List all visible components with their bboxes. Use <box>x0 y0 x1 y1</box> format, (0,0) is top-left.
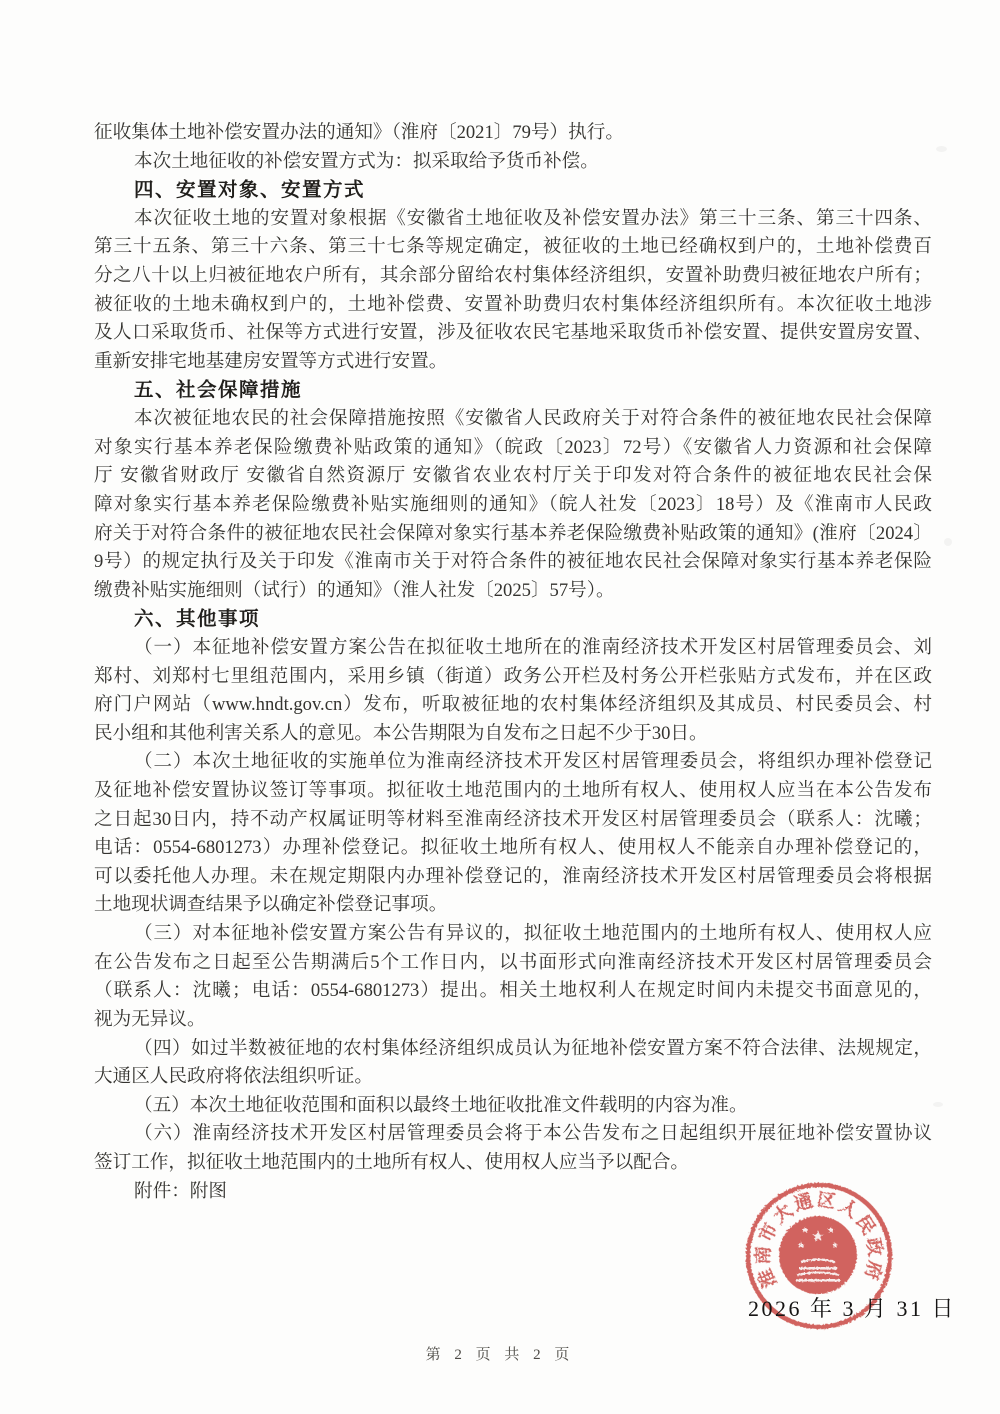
text-line: （四）如过半数被征地的农村集体经济组织成员认为征地补偿安置方案不符合法律、法规规定， <box>134 1037 932 1059</box>
text-line: 本次被征地农民的社会保障措施按照《安徽省人民政府关于对符合条件的被征地农民社会保障 <box>134 408 932 430</box>
text-line: 重新安排宅地基建房安置等方式进行安置。 <box>94 350 448 372</box>
scan-speck <box>944 538 952 546</box>
text-line: 征收集体土地补偿安置办法的通知》（淮府〔2021〕79号）执行。 <box>94 122 624 143</box>
emblem-big-star-icon: ★ <box>811 1227 825 1245</box>
text-line: 电话：0554-6801273）办理补偿登记。拟征收土地所有权人、使用权人不能亲自办理补偿登记的， <box>94 837 932 859</box>
text-line: （三）对本征地补偿安置方案公告有异议的，拟征收土地范围内的土地所有权人、使用权人应 <box>134 923 932 945</box>
text-line: 在公告发布之日起至公告期满后5个工作日内，以书面形式向淮南经济技术开发区村居管理委员会 <box>94 951 932 973</box>
text-line: 签订工作，拟征收土地范围内的土地所有权人、使用权人应当予以配合。 <box>94 1151 690 1173</box>
issue-date: 2026 年 3 月 31 日 <box>748 1296 957 1321</box>
emblem-gate-icon <box>799 1267 837 1270</box>
text-line: 土地现状调查结果予以确定补偿登记事项。 <box>94 894 448 916</box>
text-line: 郑村、刘郑村七里组范围内，采用乡镇（街道）政务公开栏及村务公开栏张贴方式发布，并在区政 <box>94 665 932 687</box>
text-line: 厅 安徽省财政厅 安徽省自然资源厅 安徽省农业农村厅关于印发对符合条件的被征地农民社会保 <box>94 465 932 487</box>
text-line: （五）本次土地征收范围和面积以最终土地征收批准文件载明的内容为准。 <box>134 1094 748 1116</box>
text-line: 9号）的规定执行及关于印发《淮南市关于对符合条件的被征地农民社会保障对象实行基本养老保险 <box>94 551 932 573</box>
text-line: 及人口采取货币、社保等方式进行安置，涉及征收农民宅基地采取货币补偿安置、提供安置房安置、 <box>94 322 932 344</box>
text-line: 本次征收土地的安置对象根据《安徽省土地征收及补偿安置办法》第三十三条、第三十四条、 <box>134 207 932 229</box>
text-line: 附件：附图 <box>134 1180 227 1202</box>
section-heading: 五、社会保障措施 <box>134 379 303 402</box>
text-line: 大通区人民政府将依法组织听证。 <box>94 1066 373 1088</box>
text-line: 被征收的土地未确权到户的，土地补偿费、安置补助费归农村集体经济组织所有。本次征收土地涉 <box>94 293 932 315</box>
emblem-small-star-icon: ★ <box>800 1226 810 1236</box>
emblem-gate-icon <box>796 1279 840 1282</box>
text-line: 府关于对符合条件的被征地农民社会保障对象实行基本养老保险缴费补贴政策的通知》(淮府〔2024〕 <box>94 522 932 544</box>
text-line: 第三十五条、第三十六条、第三十七条等规定确定，被征收的土地已经确权到户的，土地补偿费百 <box>94 236 932 258</box>
text-line: 对象实行基本养老保险缴费补贴政策的通知》（皖政〔2023〕72号）《安徽省人力资源和社会保障 <box>94 436 932 458</box>
text-line: 本次土地征收的补偿安置方式为：拟采取给予货币补偿。 <box>134 150 599 172</box>
text-line: 及征地补偿安置协议签订等事项。拟征收土地范围内的土地所有权人、使用权人应当在本公告发布 <box>94 780 932 802</box>
text-line: 障对象实行基本养老保险缴费补贴实施细则的通知》（皖人社发〔2023〕18号）及《淮南市人民政 <box>94 493 932 515</box>
section-heading: 四、安置对象、安置方式 <box>134 179 366 202</box>
text-line: 可以委托他人办理。未在规定期限内办理补偿登记的，淮南经济技术开发区村居管理委员会将根据 <box>94 865 932 887</box>
text-line: 分之八十以上归被征地农户所有，其余部分留给农村集体经济组织，安置补助费归被征地农户所有； <box>94 265 932 287</box>
text-line: （一）本征地补偿安置方案公告在拟征收土地所在的淮南经济技术开发区村居管理委员会、刘 <box>134 636 932 658</box>
text-line: 之日起30日内，持不动产权属证明等材料至淮南经济技术开发区村居管理委员会（联系人：沈曦； <box>94 808 932 830</box>
scan-speck <box>936 146 947 152</box>
emblem-small-star-icon: ★ <box>796 1241 806 1251</box>
emblem-small-star-icon: ★ <box>830 1241 840 1251</box>
page-number: 第 2 页 共 2 页 <box>425 1347 575 1363</box>
section-heading: 六、其他事项 <box>134 608 261 631</box>
text-line: 府门户网站（www.hndt.gov.cn）发布，听取被征地的农村集体经济组织及其成员、村民委员会、村 <box>94 694 932 716</box>
text-line: 缴费补贴实施细则（试行）的通知》（淮人社发〔2025〕57号）。 <box>94 579 615 601</box>
text-line: 视为无异议。 <box>94 1008 206 1030</box>
scan-speck <box>933 1102 943 1107</box>
document-body <box>94 119 932 1206</box>
text-line: 民小组和其他利害关系人的意见。本公告期限为自发布之日起不少于30日。 <box>94 722 708 744</box>
emblem-small-star-icon: ★ <box>826 1226 836 1236</box>
text-line: （二）本次土地征收的实施单位为淮南经济技术开发区村居管理委员会，将组织办理补偿登记 <box>134 751 932 773</box>
text-line: （六）淮南经济技术开发区村居管理委员会将于本公告发布之日起组织开展征地补偿安置协议 <box>134 1123 932 1145</box>
text-line: （联系人：沈曦；电话：0554-6801273）提出。相关土地权利人在规定时间内未提交书面意见的， <box>94 980 932 1002</box>
seal-curved-text: 淮南市大通区人民政府 <box>751 1188 887 1291</box>
